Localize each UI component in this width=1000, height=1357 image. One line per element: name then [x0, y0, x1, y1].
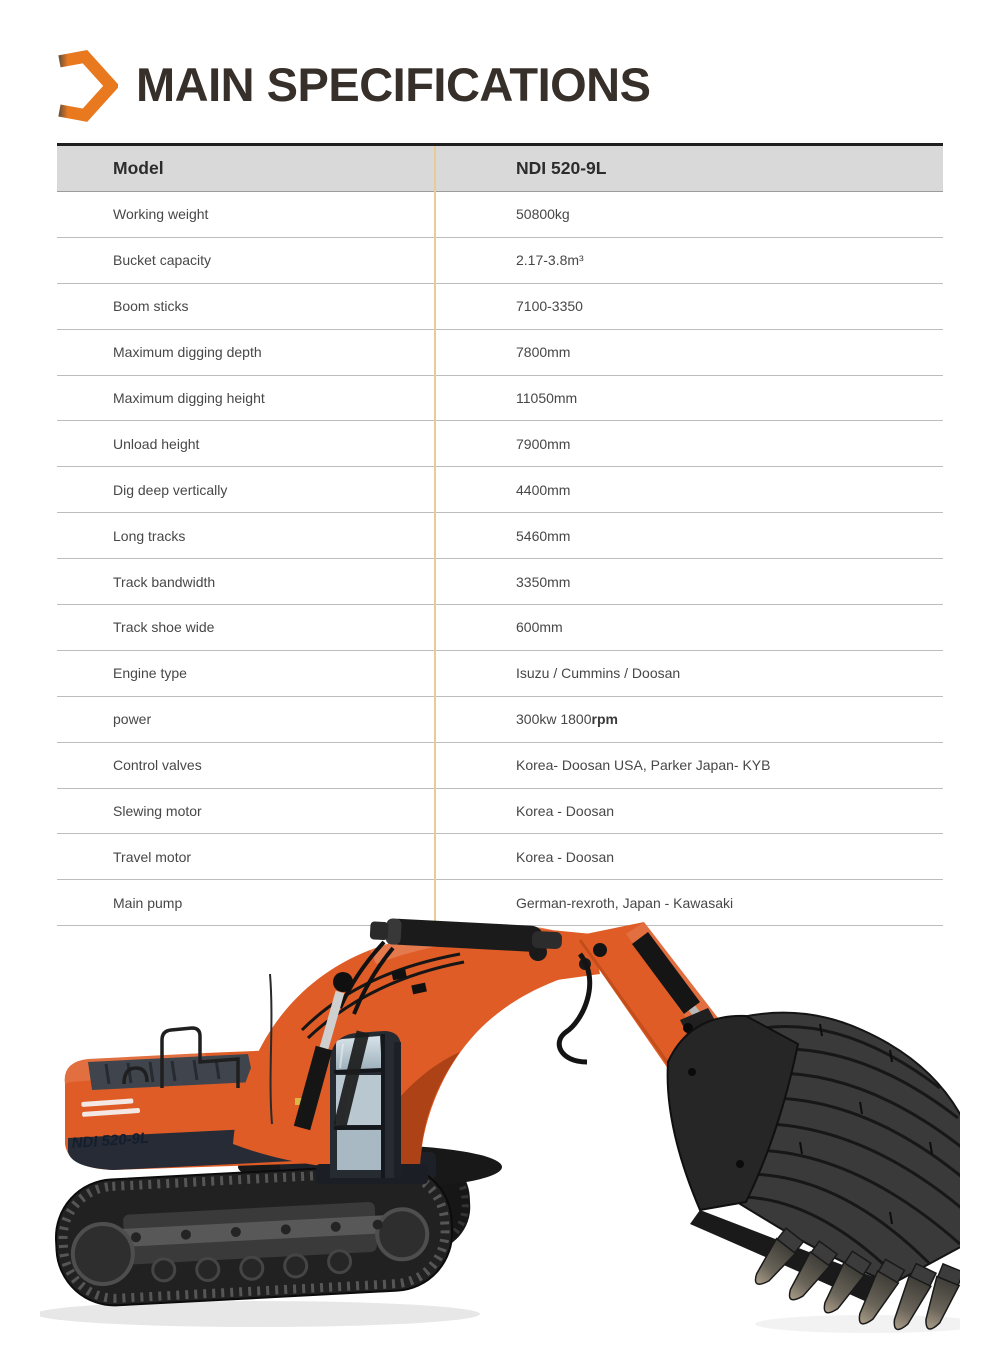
machine-model-text: NDI 520-9L: [71, 1129, 150, 1152]
spec-label: Maximum digging height: [113, 390, 265, 406]
spec-value: [434, 743, 943, 788]
table-row: [57, 192, 943, 238]
page-title: MAIN SPECIFICATIONS: [136, 58, 651, 112]
spec-table: [57, 143, 943, 926]
bucket: [668, 1013, 960, 1335]
spec-label: Boom sticks: [113, 298, 189, 315]
spec-value: [434, 284, 943, 329]
spec-value: [434, 834, 943, 879]
spec-value-bold: rpm: [591, 711, 618, 728]
table-row: [57, 743, 943, 789]
spec-value: [434, 697, 943, 742]
spec-value: [434, 238, 943, 283]
table-row: [57, 284, 943, 330]
table-header-row: [57, 146, 943, 192]
table-row: [57, 376, 943, 422]
spec-label: Slewing motor: [113, 803, 202, 820]
boom: [233, 917, 600, 1168]
spec-value-text: 3350mm: [516, 573, 571, 590]
header-model-label: Model: [113, 158, 164, 178]
spec-label: Main pump: [113, 894, 183, 911]
spec-value-text: Isuzu / Cummins / Doosan: [516, 665, 681, 682]
table-column-divider: [434, 146, 436, 926]
table-row: [57, 605, 943, 651]
header-model-value: NDI 520-9L: [516, 158, 607, 178]
table-row: [57, 330, 943, 376]
spec-value: [434, 192, 943, 237]
spec-value: [434, 467, 943, 512]
spec-value-text: Korea - Doosan: [516, 848, 615, 865]
spec-value: [434, 605, 943, 650]
table-row: [57, 467, 943, 513]
spec-label: Track shoe wide: [113, 619, 215, 636]
table-row: [57, 559, 943, 605]
ground-shadow: [40, 1301, 960, 1333]
spec-label: Control valves: [113, 757, 202, 774]
spec-value-text: 50800kg: [516, 206, 570, 223]
table-row: [57, 697, 943, 743]
table-row: [57, 651, 943, 697]
spec-value: [434, 330, 943, 375]
spec-value-text: 11050mm: [516, 390, 578, 406]
table-row: [57, 513, 943, 559]
spec-label: Maximum digging depth: [113, 344, 262, 361]
chevron-icon: [50, 48, 118, 122]
spec-value-text: 4400mm: [516, 481, 571, 498]
spec-label: Track bandwidth: [113, 573, 216, 590]
spec-label: Long tracks: [113, 527, 186, 544]
spec-label: Working weight: [113, 206, 209, 223]
spec-value-text: 2.17-3.8m³: [516, 252, 584, 269]
spec-value-text: 7900mm: [516, 435, 571, 452]
table-row: [57, 238, 943, 284]
spec-value: [434, 559, 943, 604]
spec-value-text: 7100-3350: [516, 298, 583, 315]
spec-value-text: 5460mm: [516, 527, 571, 544]
table-row: [57, 789, 943, 835]
spec-value: [434, 421, 943, 466]
table-row: [57, 421, 943, 467]
spec-value-text: Korea - Doosan: [516, 803, 615, 820]
spec-label: Travel motor: [113, 848, 192, 865]
spec-value: [434, 789, 943, 834]
spec-label: Unload height: [113, 435, 200, 452]
excavator-illustration: [40, 912, 960, 1356]
page-header: [50, 48, 650, 122]
spec-label: power: [113, 711, 152, 728]
spec-label: Bucket capacity: [113, 252, 212, 269]
spec-value: [434, 651, 943, 696]
table-body: [57, 192, 943, 926]
spec-value-text: Korea- Doosan USA, Parker Japan- KYB: [516, 757, 771, 774]
spec-value-text: German-rexroth, Japan - Kawasaki: [516, 894, 734, 911]
spec-value: [434, 513, 943, 558]
spec-value-text: 600mm: [516, 619, 563, 636]
table-row: [57, 834, 943, 880]
excavator-image: [40, 912, 960, 1356]
spec-value: [434, 376, 943, 421]
spec-label: Dig deep vertically: [113, 481, 228, 498]
spec-value-text: 300kw 1800: [516, 711, 592, 728]
spec-label: Engine type: [113, 665, 187, 682]
spec-value-text: 7800mm: [516, 344, 571, 361]
